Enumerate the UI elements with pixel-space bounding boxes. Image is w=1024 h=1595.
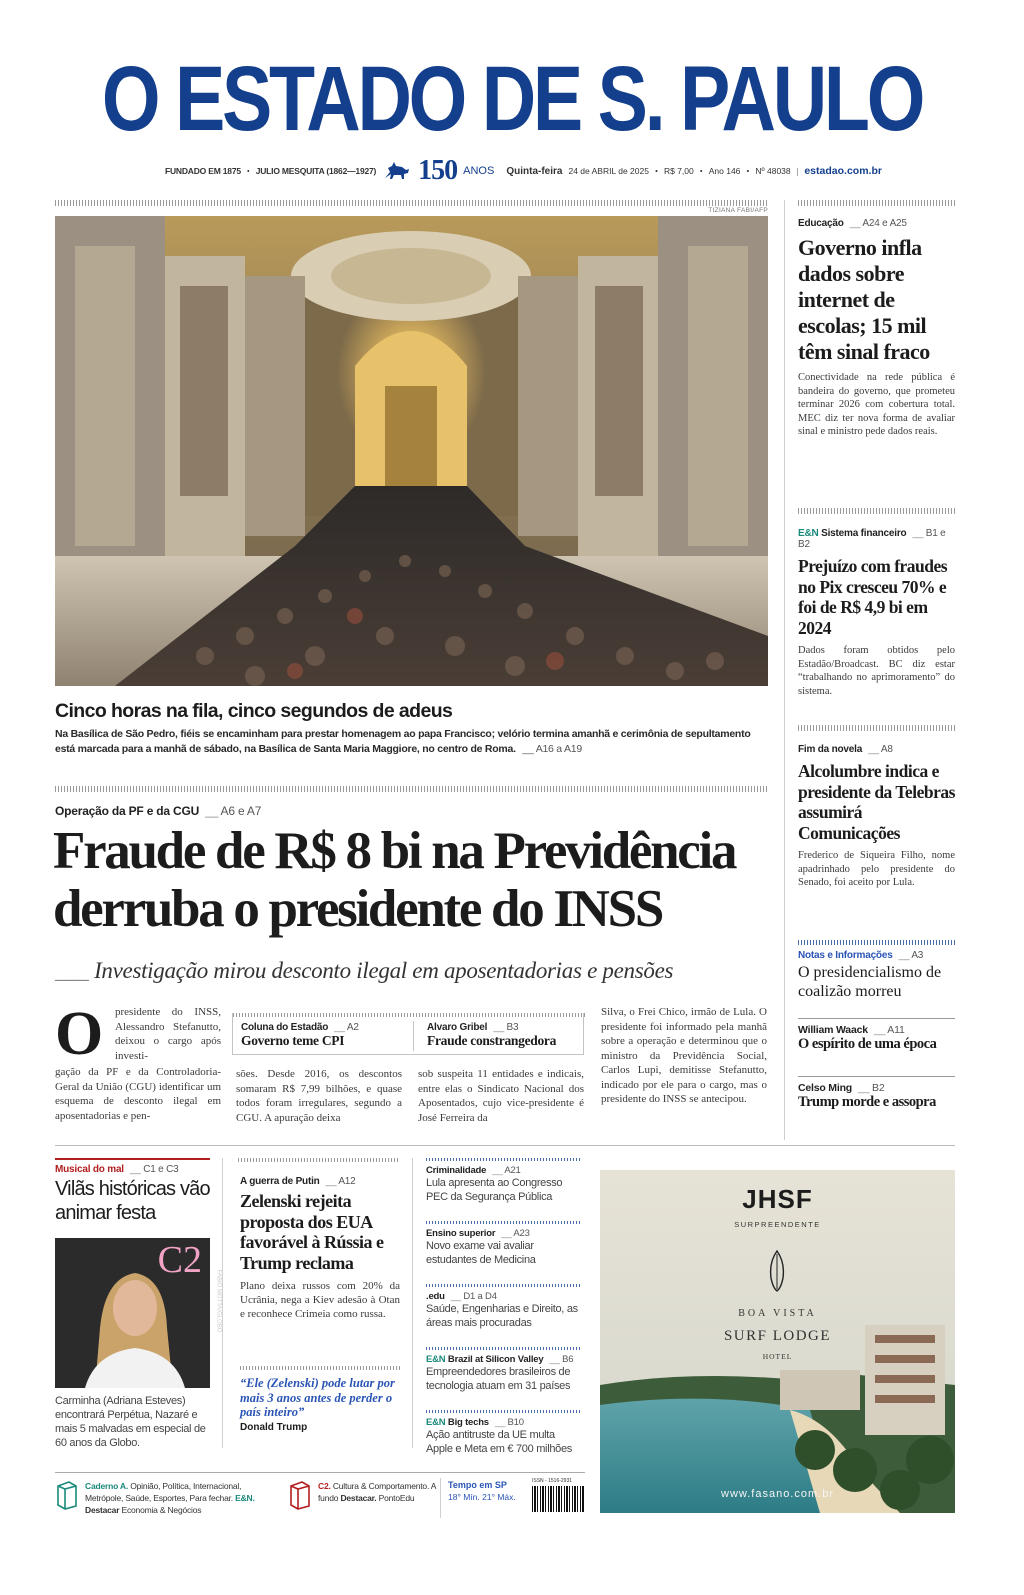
main-headline-line2: derruba o presidente do INSS: [53, 880, 662, 938]
main-headline-line1: Fraude de R$ 8 bi na Previdência: [53, 822, 736, 880]
ad-url[interactable]: www.fasano.com.br: [721, 1488, 834, 1500]
main-subhead: ___ Investigação mirou desconto ilegal em aposentadorias e pensões: [55, 958, 674, 983]
year: Ano 146: [708, 166, 741, 176]
bottom-divider-1: [222, 1158, 223, 1448]
sidebar-rule-5: [798, 1018, 955, 1019]
sidebar-rule-2: [798, 508, 955, 514]
price: R$ 7,00: [663, 166, 694, 176]
footer-rule: [55, 1472, 585, 1473]
columns-box: [232, 1013, 584, 1055]
sidebar-story-pix[interactable]: E&N Sistema financeiro__ B1 e B2 Prejuízo com fraudes no Pix cresceu 70% e foi de R$ 4,9 bi em 2024 Dados foram obtidos pelo Estadão/Broadcast. BC diz estar “trabalhando no aprimoramento” do sistema.: [798, 528, 955, 698]
sidebar-story-telebras[interactable]: Fim da novela__ A8 Alcolumbre indica e presidente da Telebras assumirá Comunicações Frederico de Siqueira Filho, nome apadrinhado pelo presidente do Senado, foi aceito por Lula.: [798, 744, 955, 890]
photo-caption: [55, 727, 768, 757]
actress-photo[interactable]: [55, 1238, 222, 1388]
column-promo-1[interactable]: Coluna do Estadão__ A2 Governo teme CPI: [241, 1022, 409, 1049]
culture-rule: [55, 1158, 210, 1160]
main-col3: sob suspeita 11 entidades e indicais, entre elas o Sindicato Nacional dos Aposentados, cujo vice-presidente é José Ferreira da: [418, 1068, 584, 1124]
sidebar-pix-body: Dados foram obtidos pelo Estadão/Broadcast. BC diz estar “trabalhando no aprimoramento” do sistema.: [798, 645, 955, 697]
weekday: Quinta-feira: [506, 165, 563, 177]
sidebar-rule-3: [798, 725, 955, 731]
photo-headline[interactable]: Cinco horas na fila, cinco segundos de adeus: [55, 700, 453, 722]
masthead-title[interactable]: O ESTADO DE S. PAULO: [101, 48, 923, 150]
footer-weather[interactable]: Tempo em SP 18° Mín. 21° Máx.: [448, 1480, 516, 1502]
main-headline[interactable]: [53, 822, 773, 938]
footer-divider: [440, 1478, 441, 1518]
sidebar-rule-4: [798, 940, 955, 945]
sidebar-telebras-headline: Alcolumbre indica e presidente da Telebras assumirá Comunicações: [798, 761, 955, 843]
photo-credit: TIZIANA FABI/AFP: [708, 207, 768, 214]
anniversary-word: ANOS: [463, 165, 495, 177]
photo-caption-text: Na Basílica de São Pedro, fiéis se encaminham para prestar homenagem ao papa Francisco; velório termina amanhã e cerimônia de sepultamento está marcada para a manhã de sábado, na Basílica de Santa Maria Maggiore, no centro de Roma.: [55, 728, 751, 755]
sidebar-divider: [784, 200, 785, 1140]
anniversary-number: 150: [418, 155, 458, 186]
masthead-info-bar: FUNDADO EM 1875 • JULIO MESQUITA (1862—1927) 150 ANOS Quinta-feira 24 de ABRIL de 2025 • R$ 7,00 • Ano 146 • Nº 48038 | estadao.com.br: [165, 155, 882, 186]
sidebar-pix-headline: Prejuízo com fraudes no Pix cresceu 70% e foi de R$ 4,9 bi em 2024: [798, 556, 948, 638]
war-story[interactable]: A guerra de Putin__ A12 Zelenski rejeita proposta dos EUA favorável à Rússia e Trump reclama Plano deixa russos com 20% da Ucrânia, nega a Kiev adesão à Otan e reconhece Crimeia como russa.: [240, 1176, 400, 1321]
founded-label: FUNDADO EM 1875: [165, 166, 241, 176]
issn-label: ISSN - 1516-2931: [532, 1478, 573, 1484]
main-col1: [55, 1000, 221, 1123]
sidebar-telebras-body: Frederico de Siqueira Filho, nome apadrinhado pelo presidente do Senado, foi aceito por Lula.: [798, 850, 955, 888]
main-kicker-pages: __ A6 e A7: [205, 804, 261, 818]
cube-icon: [55, 1480, 79, 1510]
main-col2: sões. Desde 2016, os descontos somaram R$ 7,99 bilhões, e quase todos foram irregulares, segundo a CGU. A apuração deixa: [236, 1068, 402, 1124]
ad-place-top: BOA VISTA: [738, 1308, 817, 1319]
date: 24 de ABRIL de 2025: [568, 166, 649, 176]
actress-photo-credit: FABIO MOTTA/GLOBO: [215, 1269, 222, 1333]
sidebar-education-headline: Governo infla dados sobre internet de escolas; 15 mil têm sinal fraco: [798, 235, 930, 364]
quote-rule: [240, 1366, 400, 1370]
founder-label: JULIO MESQUITA (1862—1927): [255, 166, 377, 176]
sidebar-opinion-ming[interactable]: Celso Ming__ B2 Trump morde e assopra: [798, 1082, 955, 1110]
sidebar-education-body: Conectividade na rede pública é bandeira do governo, que prometeu terminar 2026 com cobertura total. MEC diz ter nova forma de avaliar sinal e ministro pede dados reais.: [798, 372, 955, 437]
horseman-icon: [382, 160, 412, 182]
main-col4: Silva, o Frei Chico, irmão de Lula. O presidente foi informado pela manhã sobre a operação e determinou que o ministro da Previdência Social, Carlos Lupi, demitisse Stefanutto, indicado por ele para o cargo, mas o presidente do INSS se antecipou.: [601, 1006, 767, 1105]
footer-caderno-a[interactable]: Caderno A. Opinião, Política, Internacional, Metrópole, Saúde, Esportes, Para fechar. E&N. Destacar Economia & Negócios: [55, 1480, 280, 1518]
brief-item[interactable]: .edu__ D1 a D4 Saúde, Engenharias e Direito, as áreas mais procuradas: [426, 1287, 581, 1347]
main-col1-rest: gação da PF e da Controladoria-Geral da União (CGU) identificar um esquema de desconto ilegal em aposentadorias e pen-: [55, 1066, 221, 1122]
brief-item[interactable]: Criminalidade__ A21 Lula apresenta ao Congresso PEC da Segurança Pública: [426, 1161, 581, 1221]
photo-top-rule: [55, 200, 768, 206]
main-kicker: [55, 804, 261, 818]
site-link[interactable]: estadao.com.br: [804, 165, 882, 177]
bottom-section-rule: [55, 1145, 955, 1146]
surfboard-icon: [768, 1250, 786, 1292]
sidebar-opinion-waack[interactable]: William Waack__ A11 O espírito de uma época: [798, 1024, 955, 1052]
culture-story[interactable]: Musical do mal__ C1 e C3 Vilãs históricas vão animar festa: [55, 1164, 210, 1225]
war-rule: [238, 1158, 398, 1162]
ad-tagline: SURPREENDENTE: [734, 1220, 821, 1229]
main-story-rule: [55, 786, 768, 792]
column-promo-2[interactable]: Alvaro Gribel__ B3 Fraude constrangedora: [427, 1022, 582, 1049]
bottom-divider-2: [412, 1158, 413, 1448]
sidebar-rule-1: [798, 200, 955, 206]
footer-caderno-c[interactable]: C2. Cultura & Comportamento. A fundo Destacar. PontoEdu: [288, 1480, 438, 1518]
culture-caption: Carminha (Adriana Esteves) encontrará Perpétua, Nazaré e mais 5 malvadas em especial de 60 anos da Globo.: [55, 1395, 206, 1449]
trump-quote: “Ele (Zelenski) pode lutar por mais 3 anos antes de perder o país inteiro” Donald Trump: [240, 1376, 395, 1433]
sidebar-story-education[interactable]: Educação__ A24 e A25 Governo infla dados sobre internet de escolas; 15 mil têm sinal fraco Conectividade na rede pública é bandeira do governo, que prometeu terminar 2026 com cobertura total. MEC diz ter nova forma de avaliar sinal e ministro pede dados reais.: [798, 218, 955, 439]
ad-brand: JHSF: [742, 1184, 813, 1214]
barcode: [532, 1478, 584, 1514]
c2-badge: C2: [157, 1239, 202, 1281]
brief-item[interactable]: E&N Brazil at Silicon Valley__ B6 Empreendedores brasileiros de tecnologia atuam em 31 países: [426, 1350, 581, 1410]
basilica-photo[interactable]: [55, 216, 768, 686]
dropcap: O: [55, 1000, 104, 1068]
main-subhead-text: Investigação mirou desconto ilegal em aposentadorias e pensões: [94, 958, 674, 983]
briefs-list: [426, 1158, 581, 1473]
photo-pages: __ A16 a A19: [522, 743, 582, 755]
ad-place-sub: HOTEL: [762, 1352, 793, 1361]
main-col1-top: presidente do INSS, Alessandro Stefanutto, deixou o cargo após investi-: [115, 1006, 221, 1062]
issue-number: Nº 48038: [755, 166, 791, 176]
hotel-advertisement[interactable]: [600, 1170, 955, 1513]
brief-item[interactable]: Ensino superior__ A23 Novo exame vai avaliar estudantes de Medicina: [426, 1224, 581, 1284]
ad-place-main: SURF LODGE: [723, 1328, 832, 1344]
main-kicker-text: Operação da PF e da CGU: [55, 804, 200, 818]
cube-icon-c: [288, 1480, 312, 1510]
sidebar-rule-6: [798, 1076, 955, 1077]
sidebar-notas[interactable]: Notas e Informações__ A3 O presidencialismo de coalizão morreu: [798, 950, 955, 1001]
brief-item[interactable]: E&N Big techs__ B10 Ação antitruste da UE multa Apple e Meta em € 700 milhões: [426, 1413, 581, 1473]
